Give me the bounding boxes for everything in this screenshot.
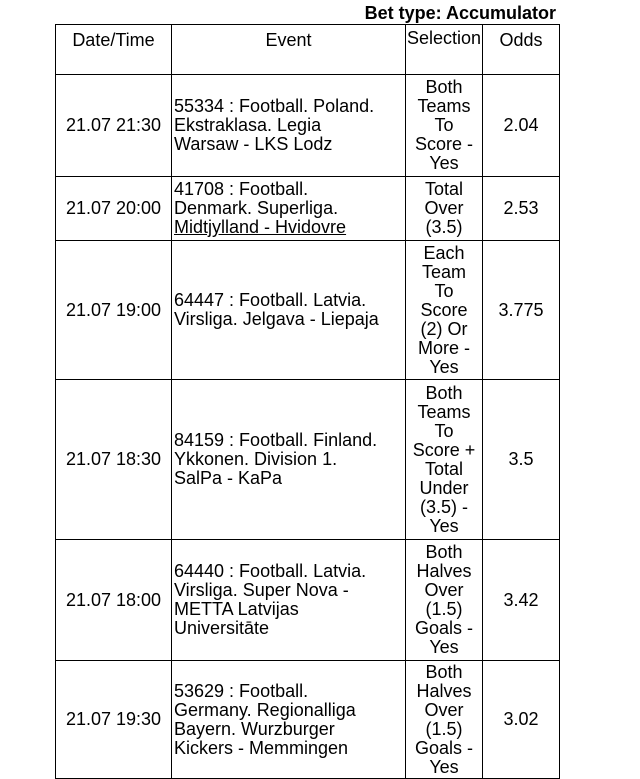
selection-line: Both: [425, 661, 463, 682]
selection-line: Team: [421, 261, 466, 282]
cell-odds: 3.775: [483, 241, 560, 380]
event-line: 53629 : Football.: [174, 680, 309, 701]
header-selection: Selection: [406, 25, 483, 75]
bet-slip-table: [55, 24, 560, 779]
selection-line: (3.5) -: [419, 496, 468, 517]
selection-line: Under: [419, 477, 469, 498]
cell-event: [172, 177, 406, 241]
event-line: Virsliga. Super Nova -: [174, 580, 349, 600]
cell-date: 21.07 18:00: [56, 540, 172, 661]
selection-line: Both: [425, 77, 463, 97]
selection-line: Over: [424, 580, 464, 600]
selection-line: Score +: [412, 439, 476, 460]
cell-selection: [406, 540, 483, 661]
cell-event: [172, 540, 406, 661]
event-line: METTA Latvijas: [174, 599, 299, 619]
cell-selection: [406, 177, 483, 241]
selection-line: Teams: [417, 401, 471, 422]
selection-line: To: [434, 115, 454, 135]
selection-line: Yes: [429, 637, 459, 657]
selection-line: Goals -: [414, 737, 474, 758]
event-line: 84159 : Football. Finland.: [174, 430, 378, 450]
event-line: 64440 : Football. Latvia.: [174, 561, 367, 581]
cell-selection: [406, 380, 483, 540]
cell-date: 21.07 19:30: [56, 661, 172, 779]
header-event: Event: [172, 25, 406, 75]
selection-line: To: [434, 420, 454, 441]
selection-line: Both: [425, 382, 463, 403]
selection-line: (3.5): [425, 217, 463, 237]
event-line: Germany. Regionalliga: [174, 699, 356, 720]
selection-line: Score -: [414, 134, 474, 154]
cell-odds: 3.02: [483, 661, 560, 779]
selection-line: Teams: [417, 96, 471, 116]
cell-odds: 3.5: [483, 380, 560, 540]
selection-line: Yes: [429, 356, 459, 377]
cell-selection: [406, 75, 483, 177]
selection-line: Halves: [416, 561, 472, 581]
event-line: 64447 : Football. Latvia.: [174, 290, 367, 310]
header-row: [56, 25, 560, 75]
cell-date: 21.07 21:30: [56, 75, 172, 177]
table-row: [56, 75, 560, 177]
selection-line: To: [434, 280, 454, 301]
selection-line: Both: [425, 542, 463, 562]
selection-line: (1.5): [425, 718, 463, 739]
table-row: [56, 380, 560, 540]
selection-line: Total: [424, 458, 464, 479]
selection-line: (2) Or: [420, 318, 468, 339]
event-line: Bayern. Wurzburger: [174, 718, 335, 739]
cell-odds: 2.53: [483, 177, 560, 241]
event-line: 41708 : Football.: [174, 179, 309, 199]
table-row: [56, 177, 560, 241]
cell-event: [172, 75, 406, 177]
event-line: Kickers - Memmingen: [174, 737, 349, 758]
cell-date: 21.07 18:30: [56, 380, 172, 540]
cell-selection: [406, 241, 483, 380]
selection-line: Yes: [429, 153, 459, 173]
event-line: Virsliga. Jelgava - Liepaja: [174, 309, 379, 329]
event-line: Midtjylland - Hvidovre: [174, 217, 347, 237]
selection-line: (1.5): [425, 599, 463, 619]
table-row: [56, 241, 560, 380]
selection-line: Total: [424, 179, 464, 199]
cell-event: [172, 661, 406, 779]
event-line: Ekstraklasa. Legia: [174, 115, 322, 135]
event-line: Denmark. Superliga.: [174, 198, 339, 218]
selection-line: Yes: [429, 515, 459, 536]
table-row: [56, 661, 560, 779]
event-line: 55334 : Football. Poland.: [174, 96, 375, 116]
cell-selection: [406, 661, 483, 779]
selection-line: Halves: [416, 680, 472, 701]
cell-event: [172, 241, 406, 380]
cell-date: 21.07 20:00: [56, 177, 172, 241]
cell-odds: 2.04: [483, 75, 560, 177]
cell-odds: 3.42: [483, 540, 560, 661]
selection-line: Yes: [429, 756, 459, 777]
selection-line: More -: [417, 337, 470, 358]
event-line: Warsaw - LKS Lodz: [174, 134, 333, 154]
header-odds: Odds: [483, 25, 560, 75]
cell-event: [172, 380, 406, 540]
selection-line: Goals -: [414, 618, 474, 638]
table-row: [56, 540, 560, 661]
cell-date: 21.07 19:00: [56, 241, 172, 380]
event-line: Ykkonen. Division 1.: [174, 449, 338, 469]
selection-line: Each: [423, 242, 465, 263]
selection-line: Over: [424, 198, 464, 218]
bet-type-label: Bet type: Accumulator: [364, 3, 556, 23]
event-line: SalPa - KaPa: [174, 468, 283, 488]
selection-line: Score: [420, 299, 468, 320]
header-date: Date/Time: [56, 25, 172, 75]
event-line: Universitāte: [174, 618, 270, 638]
selection-line: Over: [424, 699, 464, 720]
